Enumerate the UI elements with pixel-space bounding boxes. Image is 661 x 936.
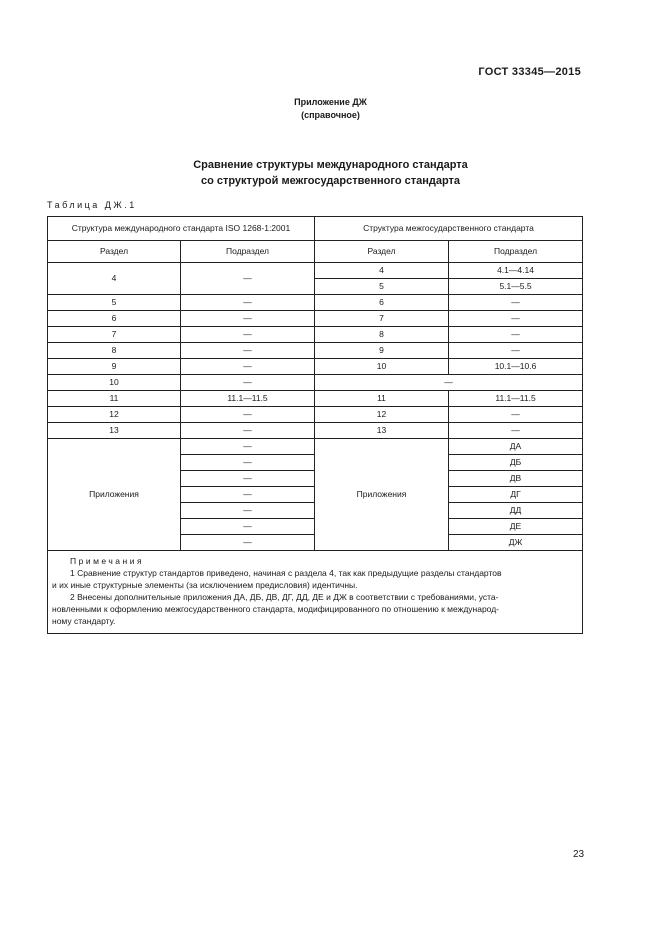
cell-right-subsection: — (449, 407, 583, 423)
cell-left-appendix-sub: — (181, 535, 315, 551)
cell-right-appendix-sub: ДВ (449, 471, 583, 487)
cell-right-subsection: — (449, 295, 583, 311)
document-title-line2: со структурой межгосударственного стандарта (200, 175, 461, 187)
cell-right-appendix-sub: ДГ (449, 487, 583, 503)
cell-left-section: 4 (48, 263, 181, 295)
cell-left-section: 11 (48, 391, 181, 407)
cell-right-subsection: — (449, 423, 583, 439)
note-line: ному стандарту. (52, 616, 116, 626)
cell-left-section: 10 (48, 375, 181, 391)
cell-left-section: 9 (48, 359, 181, 375)
cell-left-subsection: — (181, 375, 315, 391)
cell-left-appendix-sub: — (181, 519, 315, 535)
cell-right-section: 11 (315, 391, 449, 407)
table-label: Таблица ДЖ.1 (47, 200, 137, 210)
table-row (48, 295, 583, 311)
table-row (48, 359, 583, 375)
table-row (48, 391, 583, 407)
cell-right-appendix-sub: ДБ (449, 455, 583, 471)
cell-left-section: 13 (48, 423, 181, 439)
col-section-right: Раздел (315, 241, 449, 263)
cell-right-appendix-sub: ДЖ (449, 535, 583, 551)
table-header-row (48, 217, 583, 241)
note-line: новленными к оформлению межгосударственного стандарта, модифицированного по отношению к международ- (52, 604, 500, 614)
note-line: и их иные структурные элементы (за исключением предисловия) идентичны. (52, 580, 358, 590)
cell-left-subsection: — (181, 311, 315, 327)
header-international: Структура международного стандарта ISO 1268-1:2001 (48, 217, 315, 241)
cell-right-subsection: — (449, 343, 583, 359)
cell-left-appendix-sub: — (181, 439, 315, 455)
table-row (48, 327, 583, 343)
note-line: 2 Внесены дополнительные приложения ДА, ДБ, ДВ, ДГ, ДД, ДЕ и ДЖ в соответствии с требованиями, уста- (70, 592, 499, 602)
appendix-row (48, 439, 583, 455)
document-title-line1: Сравнение структуры международного стандарта (193, 159, 468, 171)
table-row (48, 407, 583, 423)
notes-row (48, 551, 583, 634)
cell-left-section: 7 (48, 327, 181, 343)
cell-right-appendix-sub: ДД (449, 503, 583, 519)
cell-right-subsection: — (449, 327, 583, 343)
cell-right-subsection: — (449, 311, 583, 327)
cell-right-section: 10 (315, 359, 449, 375)
cell-right-section: 9 (315, 343, 449, 359)
comparison-table (47, 216, 583, 634)
cell-left-subsection: 11.1—11.5 (181, 391, 315, 407)
standard-code: ГОСТ 33345—2015 (478, 66, 581, 78)
cell-left-subsection: — (181, 407, 315, 423)
cell-left-subsection: — (181, 343, 315, 359)
cell-right-appendix-sub: ДЕ (449, 519, 583, 535)
cell-right-appendix-sub: ДА (449, 439, 583, 455)
cell-right-subsection: 11.1—11.5 (449, 391, 583, 407)
cell-left-section: 12 (48, 407, 181, 423)
table-row (48, 423, 583, 439)
table-row (48, 343, 583, 359)
cell-right-subsection: 4.1—4.14 (449, 263, 583, 279)
cell-right-section: 5 (315, 279, 449, 295)
table-row (48, 263, 583, 279)
cell-left-appendix-sub: — (181, 455, 315, 471)
cell-left-section: 6 (48, 311, 181, 327)
cell-left-section: 5 (48, 295, 181, 311)
table-row (48, 311, 583, 327)
cell-right-merged: — (315, 375, 583, 391)
cell-left-section: 8 (48, 343, 181, 359)
cell-left-subsection: — (181, 359, 315, 375)
cell-left-appendix-sub: — (181, 503, 315, 519)
cell-left-subsection: — (181, 295, 315, 311)
notes-cell (48, 551, 583, 634)
header-interstate: Структура межгосударственного стандарта (315, 217, 583, 241)
cell-left-appendices: Приложения (48, 439, 181, 551)
col-section-left: Раздел (48, 241, 181, 263)
cell-right-subsection: 5.1—5.5 (449, 279, 583, 295)
table-row (48, 375, 583, 391)
cell-left-subsection: — (181, 327, 315, 343)
table-subheader-row (48, 241, 583, 263)
cell-right-section: 13 (315, 423, 449, 439)
cell-left-subsection: — (181, 263, 315, 295)
cell-left-appendix-sub: — (181, 487, 315, 503)
cell-right-section: 12 (315, 407, 449, 423)
appendix-subtitle: (справочное) (301, 110, 360, 120)
cell-left-subsection: — (181, 423, 315, 439)
col-subsection-right: Подраздел (449, 241, 583, 263)
cell-left-appendix-sub: — (181, 471, 315, 487)
appendix-title: Приложение ДЖ (294, 97, 367, 107)
cell-right-section: 8 (315, 327, 449, 343)
col-subsection-left: Подраздел (181, 241, 315, 263)
cell-right-section: 7 (315, 311, 449, 327)
cell-right-subsection: 10.1—10.6 (449, 359, 583, 375)
cell-right-section: 4 (315, 263, 449, 279)
page-number: 23 (573, 849, 585, 860)
note-line: 1 Сравнение структур стандартов приведено, начиная с раздела 4, так как предыдущие разделы стандартов (70, 568, 502, 578)
notes-title: Примечания (70, 556, 145, 566)
cell-right-appendices: Приложения (315, 439, 449, 551)
cell-right-section: 6 (315, 295, 449, 311)
